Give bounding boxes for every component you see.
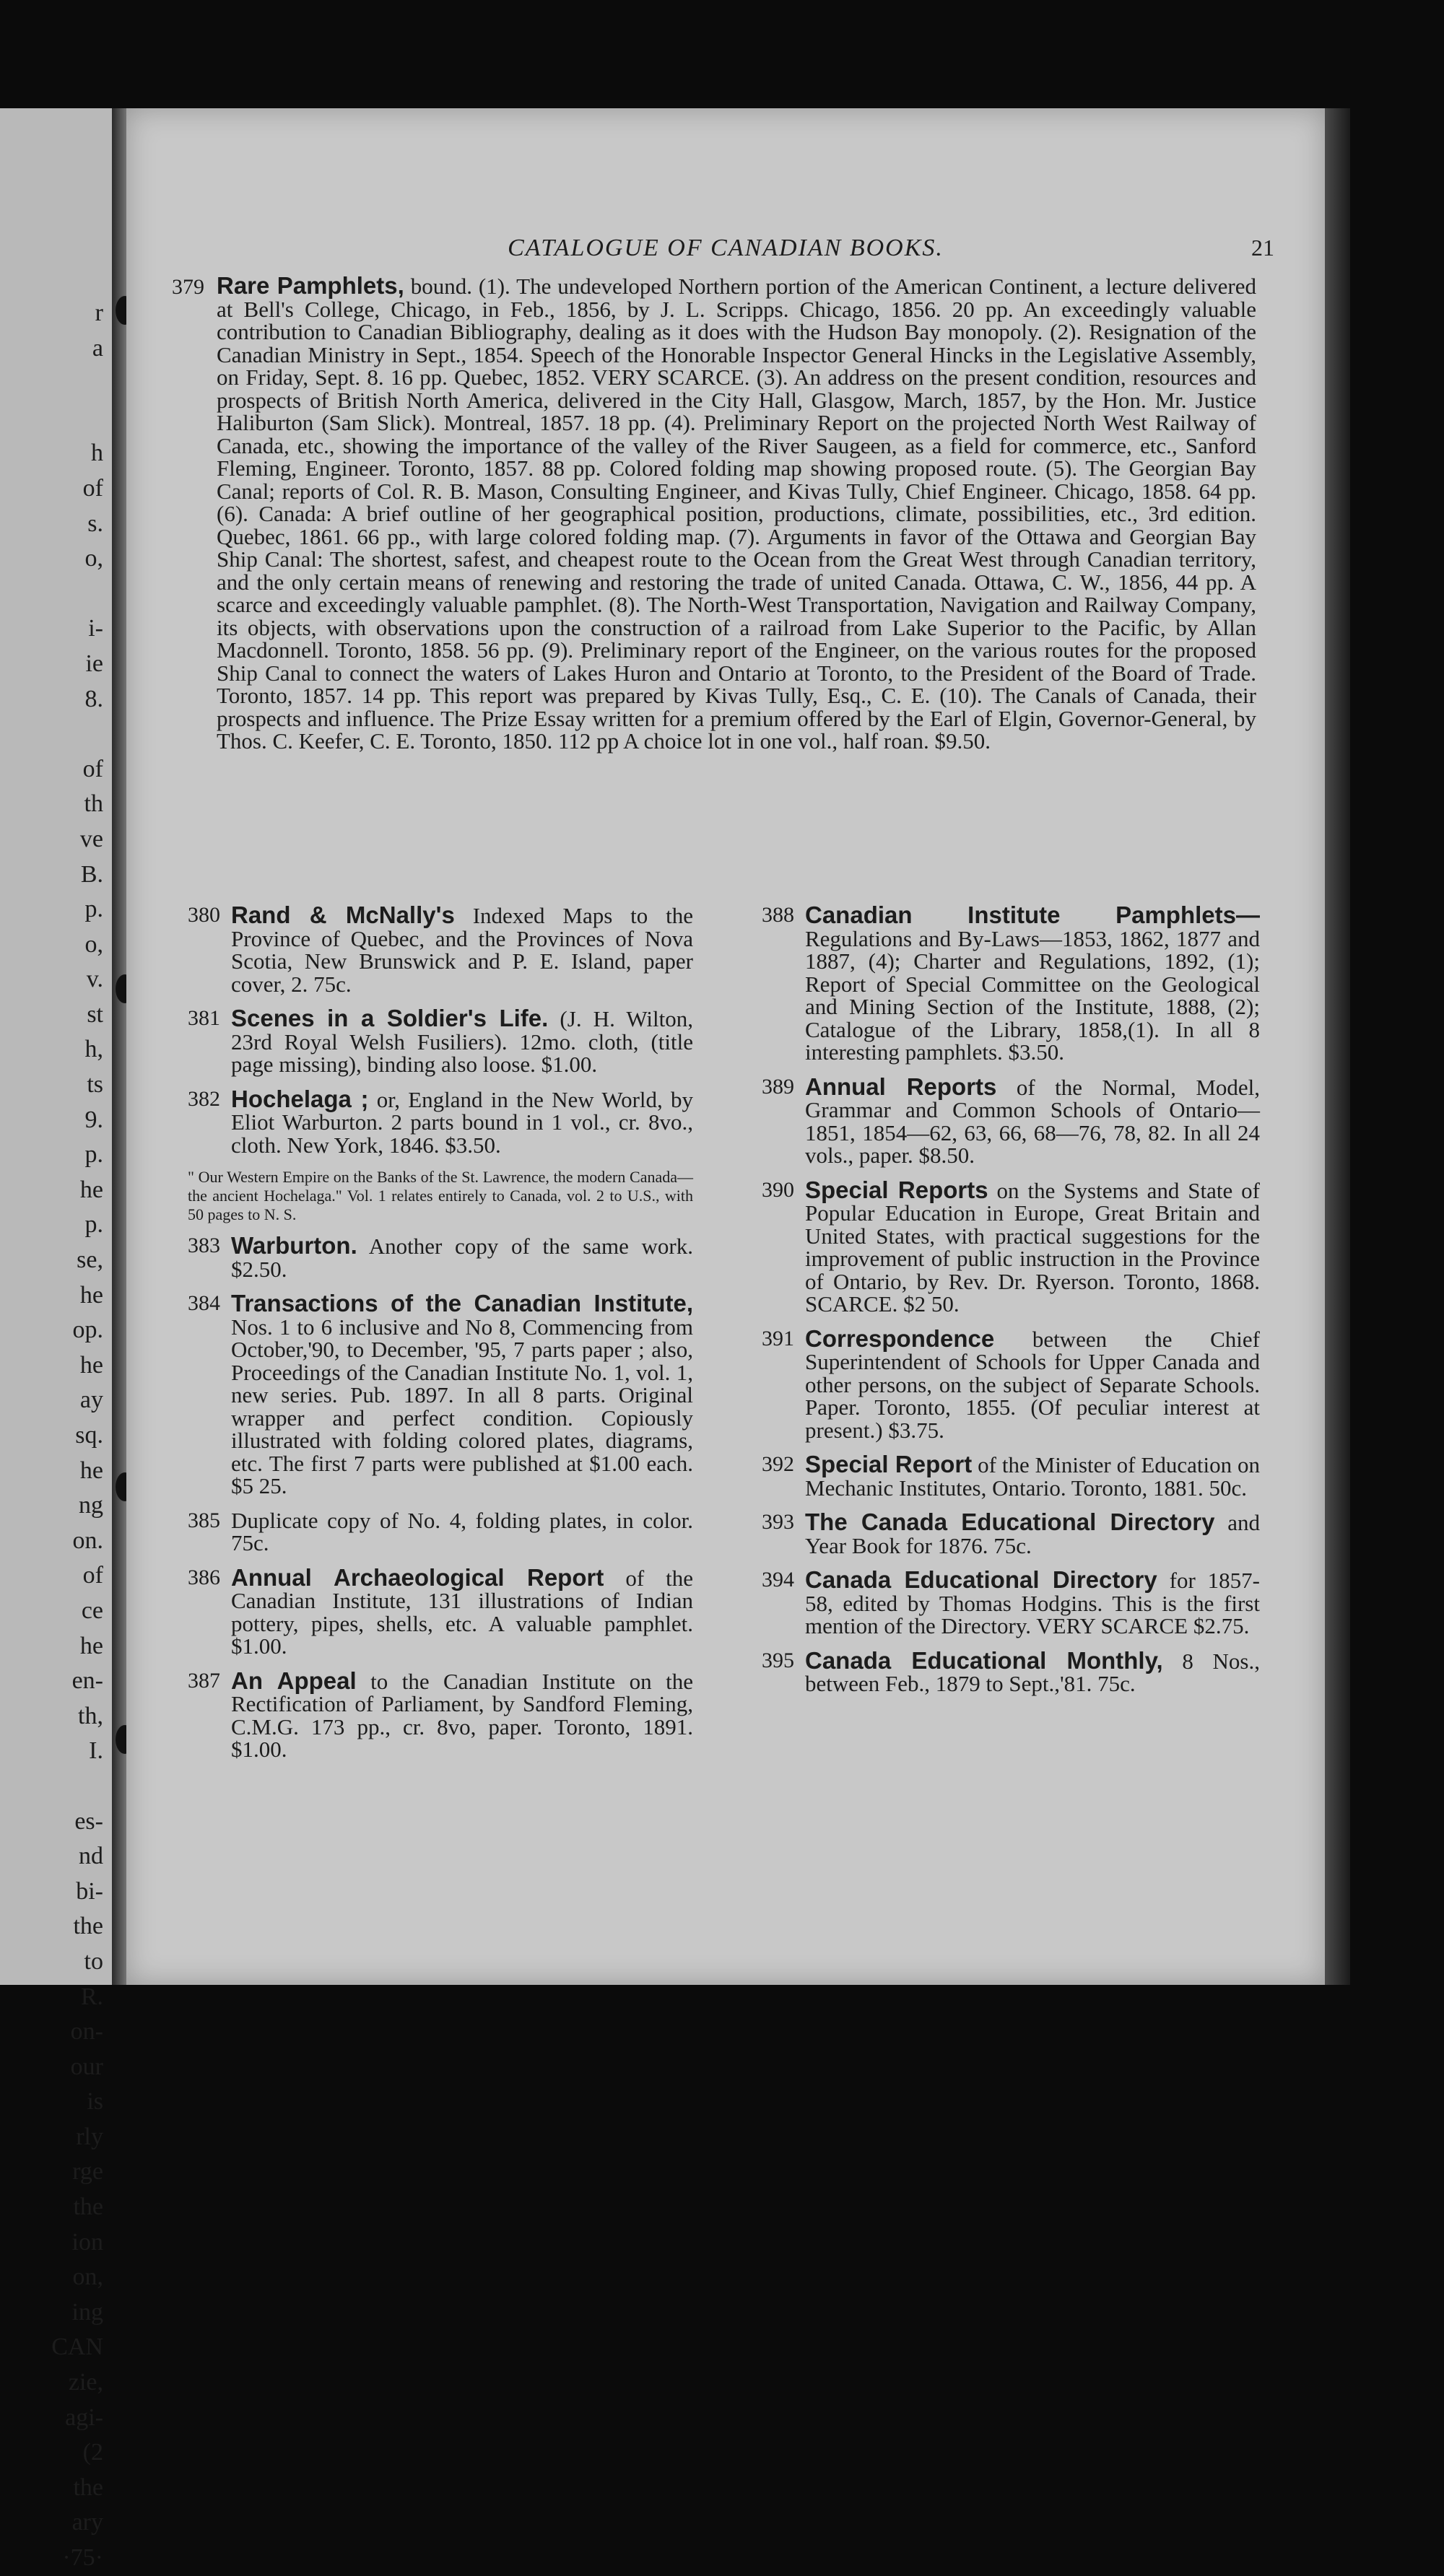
- entry-heading: Warburton.: [231, 1232, 357, 1259]
- entry-text: or, England in the New World, by Eliot Warburton. 2 parts bound in 1 vol., cr. 8vo., cloth. New York, 1846. $3.50.: [231, 1086, 693, 1158]
- entry-number: 384: [188, 1291, 220, 1315]
- entry-heading: Rand & McNally's: [231, 901, 455, 928]
- entry-heading: Special Report: [805, 1451, 973, 1477]
- entry-number: 386: [188, 1565, 220, 1589]
- adjacent-page-fragment: of: [82, 1562, 103, 1589]
- adjacent-page-fragment: on,: [72, 2263, 103, 2291]
- entry-text: Duplicate copy of No. 4, folding plates, in color. 75c.: [231, 1507, 693, 1555]
- entry-number: 393: [762, 1510, 794, 1534]
- adjacent-page-fragment: ay: [79, 1387, 103, 1414]
- adjacent-page-fragment: agi-: [65, 2403, 103, 2431]
- adjacent-page-fragment: ng: [79, 1492, 103, 1519]
- entry-number: 394: [762, 1568, 794, 1592]
- entry-text: of the Canadian Institute, 131 illustrations of Indian pottery, pipes, shells, etc. A valuable pamphlet. $1.00.: [231, 1565, 693, 1659]
- adjacent-page-fragment: i-: [88, 615, 103, 642]
- page-stack-edge: [1325, 108, 1350, 1985]
- page-number: 21: [1251, 235, 1274, 261]
- adjacent-page-fragment: h,: [84, 1036, 103, 1063]
- adjacent-page-fragment: sq.: [75, 1422, 103, 1449]
- adjacent-page-fragment: he: [79, 1351, 103, 1379]
- entry-text: of the Normal, Model, Grammar and Common Schools of Ontario—1851, 1854—62, 63, 66, 68—76, 78, 82. In all 24 vols., paper. $8.50.: [805, 1074, 1261, 1168]
- catalogue-entry-385: [188, 1509, 693, 1555]
- entry-number: 395: [762, 1648, 794, 1672]
- entry-number: 380: [188, 903, 220, 927]
- adjacent-page-fragment: s.: [87, 510, 103, 537]
- entry-heading: Correspondence: [805, 1324, 995, 1352]
- catalogue-entry-393: [762, 1511, 1260, 1557]
- adjacent-page-fragment: st: [87, 1000, 103, 1028]
- adjacent-page-fragment: he: [79, 1632, 103, 1659]
- entry-text: Regulations and By-Laws—1853, 1862, 1877 and 1887, (4); Charter and Regulations, 1892, (1); Report of Special Committee on the Geological and Mining Section of the Institute, 1888, (2); Catalogue of the Library, 1858,(1). In all 8 interesting pamphlets. $3.50.: [805, 925, 1260, 1065]
- adjacent-page-fragment: a: [92, 334, 103, 362]
- adjacent-page-fragment: the: [73, 1913, 103, 1940]
- entry-heading: Hochelaga ;: [231, 1085, 369, 1112]
- adjacent-page-text-fragments: [9, 296, 103, 2576]
- left-column: [188, 901, 694, 1773]
- entry-number: 381: [188, 1006, 220, 1030]
- entry-text: bound. (1). The undeveloped Northern portion of the American Continent, a lecture delivered at Bell's College, Chicago, in Feb., 1856, by J. L. Scripps. Chicago, 1856. 20 pp. An exceedingly valuable contribution to Canadian Bibliography, dealing as it does with the Hudson Bay monopoly. (2). Resignation of the Canadian Ministry in Sept., 1854. Speech of the Honorable Inspector General Hincks in the Legislative Assembly, on Friday, Sept. 8. 16 pp. Quebec, 1852. VERY SCARCE. (3). An address on the present condition, resources and prospects of British North America, delivered in the City Hall, Glasgow, March, 1857, by the Hon. Mr. Justice Haliburton (Sam Slick). Montreal, 1857. 18 pp. (4). Preliminary Report on the projected North West Railway of Canada, etc., showing the importance of the valley of the River Saugeen, as a field for commerce, etc., Sanford Fleming, Engineer. Toronto, 1857. 88 pp. Colored folding map showing proposed route. (5). The Georgian Bay Canal; reports of Col. R. B. Mason, Consulting Engineer, and Kivas Tully, Chief Engineer. Chicago, 1858. 64 pp. (6). Canada: A brief outline of her geographical position, productions, climate, possibilities, etc., 3rd edition. Quebec, 1861. 66 pp., with large colored folding map. (7). Arguments in favor of the Ottawa and Georgian Bay Ship Canal: The shortest, safest, and cheapest route to the Ocean from the Great West through Canadian territory, and the only certain means of renewing and restoring the trade of united Canada. Ottawa, C. W., 1856, 44 pp. A scarce and exceedingly valuable pamphlet. (8). The North-West Transportation, Navigation and Railway Company, its objects, with observations upon the construction of a railroad from Lake Superior to the Pacific, by Allan Macdonnell. Toronto, 1858. 56 pp. (9). Preliminary report of the Engineer, on the various routes for the proposed Ship Canal to connect the waters of Lakes Huron and Ontario at Toronto, to the President of the Board of Trade. Toronto, 1857. 14 pp. This report was prepared by Kivas Tully, Esq., C. E. (10). The Canals of Canada, their prospects and influence. The Prize Essay written for a premium offered by the Earl of Elgin, Governor-General, by Thos. C. Keefer, C. E. Toronto, 1850. 112 pp A choice lot in one vol., half roan. $9.50.: [217, 274, 1256, 754]
- entry-number: 390: [762, 1177, 794, 1202]
- catalogue-entry-392: [762, 1453, 1260, 1499]
- adjacent-page-fragment: the: [73, 2474, 103, 2501]
- adjacent-page-fragment: ie: [85, 650, 103, 677]
- adjacent-page-fragment: zie,: [68, 2369, 103, 2396]
- entry-text: Nos. 1 to 6 inclusive and No 8, Commencing from October,'90, to December, '95, 7 parts paper ; also, Proceedings of the Canadian Institute No. 1, vol. 1, new series. Pub. 1897. In all 8 parts. Original wrapper and perfect condition. Copiously illustrated with folding colored plates, diagrams, etc. The first 7 parts were published at $1.00 each. $5 25.: [231, 1314, 693, 1498]
- entry-heading: Transactions of the Canadian Institute,: [231, 1290, 693, 1317]
- catalogue-entry-389: [762, 1075, 1260, 1167]
- entry-number: 385: [188, 1508, 220, 1532]
- catalogue-entry-387: [188, 1669, 693, 1761]
- catalogue-entry-383: [188, 1234, 693, 1280]
- adjacent-page-fragment: of: [82, 755, 103, 782]
- entry-text: and Year Book for 1876. 75c.: [805, 1510, 1260, 1558]
- adjacent-page-fragment: he: [79, 1457, 103, 1484]
- adjacent-page-fragment: [9, 401, 103, 437]
- entry-note-382: " Our Western Empire on the Banks of the St. Lawrence, the modern Canada—the ancient Hochelaga." Vol. 1 relates entirely to Canada, vol. 2 to U.S., with 50 pages to N. S.: [188, 1168, 693, 1223]
- adjacent-page-fragment: to: [84, 1947, 103, 1975]
- catalogue-entry-379: [172, 272, 1256, 754]
- adjacent-page-fragment: th,: [78, 1702, 103, 1729]
- adjacent-page-fragment: rly: [76, 2123, 103, 2150]
- adjacent-page-fragment: 9.: [84, 1106, 103, 1133]
- catalogue-entry-382: [188, 1085, 693, 1158]
- catalogue-entry-388: [762, 901, 1260, 1065]
- adjacent-page-fragment: he: [79, 1176, 103, 1203]
- catalogue-entry-380: [188, 901, 694, 997]
- adjacent-page-fragment: se,: [77, 1246, 103, 1274]
- adjacent-page-fragment: p.: [84, 1211, 103, 1239]
- entry-heading: Canada Educational Directory: [805, 1566, 1157, 1593]
- adjacent-page-fragment: CAN: [51, 2333, 103, 2361]
- adjacent-page-fragment: en-: [71, 1667, 103, 1695]
- adjacent-page-fragment: p.: [84, 1141, 103, 1169]
- entry-text: between the Chief Superintendent of Schools for Upper Canada and other persons, on the subject of Separate Schools. Paper. Toronto, 1855. (Of peculiar interest at present.) $3.75.: [805, 1326, 1260, 1443]
- adjacent-page-fragment: ion: [71, 2228, 103, 2256]
- entry-text: (J. H. Wilton, 23rd Royal Welsh Fusiliers). 12mo. cloth, (title page missing), binding also loose. $1.00.: [231, 1006, 693, 1077]
- adjacent-page-fragment: [9, 1769, 103, 1804]
- entry-heading: The Canada Educational Directory: [805, 1509, 1215, 1535]
- page-header: [126, 235, 1325, 269]
- catalogue-entry-384: [188, 1292, 693, 1498]
- catalogue-entry-381: [188, 1007, 693, 1076]
- adjacent-page-fragment: bi-: [76, 1877, 103, 1905]
- adjacent-page-fragment: ts: [87, 1071, 103, 1099]
- adjacent-page-edge: [0, 108, 112, 2571]
- entry-text: for 1857-58, edited by Thomas Hodgins. This is the first mention of the Directory. VERY SCARCE $2.75.: [805, 1568, 1260, 1638]
- entry-number: 392: [762, 1452, 794, 1476]
- adjacent-page-fragment: on-: [70, 2018, 103, 2045]
- catalogue-page: [126, 108, 1325, 1985]
- adjacent-page-fragment: on.: [72, 1527, 103, 1554]
- entry-heading: Canadian Institute Pamphlets—: [805, 901, 1260, 928]
- entry-heading: Annual Archaeological Report: [231, 1563, 604, 1591]
- running-head: CATALOGUE OF CANADIAN BOOKS.: [508, 235, 944, 261]
- adjacent-page-fragment: es-: [74, 1807, 103, 1835]
- adjacent-page-fragment: is: [87, 2088, 103, 2116]
- adjacent-page-fragment: op.: [72, 1317, 103, 1344]
- adjacent-page-fragment: ary: [71, 2509, 103, 2536]
- entry-heading: An Appeal: [231, 1667, 357, 1694]
- adjacent-page-fragment: th: [84, 790, 103, 818]
- right-column: [762, 901, 1261, 1707]
- entry-number: 388: [762, 903, 794, 927]
- entry-text: of the Minister of Education on Mechanic Institutes, Ontario. Toronto, 1881. 50c.: [805, 1452, 1260, 1501]
- catalogue-entry-395: [762, 1646, 1260, 1696]
- entry-text: 8 Nos., between Feb., 1879 to Sept.,'81. 75c.: [805, 1648, 1260, 1696]
- adjacent-page-fragment: of: [82, 474, 103, 502]
- adjacent-page-fragment: p.: [84, 896, 103, 923]
- adjacent-page-fragment: the: [73, 2193, 103, 2221]
- adjacent-page-fragment: rge: [72, 2158, 103, 2186]
- adjacent-page-fragment: o,: [84, 930, 103, 958]
- entry-number: 391: [762, 1326, 794, 1350]
- adjacent-page-fragment: ·75·: [62, 2544, 103, 2571]
- adjacent-page-fragment: B.: [80, 860, 103, 888]
- entry-number: 383: [188, 1234, 220, 1257]
- entry-number: 387: [188, 1668, 220, 1693]
- adjacent-page-fragment: [9, 717, 103, 752]
- entry-heading: Annual Reports: [805, 1073, 997, 1100]
- entry-text: Another copy of the same work. $2.50.: [231, 1234, 693, 1282]
- adjacent-page-fragment: o,: [84, 545, 103, 572]
- adjacent-page-fragment: our: [70, 2053, 103, 2080]
- entry-heading: Special Reports: [805, 1176, 988, 1203]
- catalogue-entry-394: [762, 1568, 1260, 1638]
- adjacent-page-fragment: r: [95, 300, 103, 326]
- catalogue-entry-390: [762, 1176, 1261, 1317]
- adjacent-page-fragment: ing: [71, 2298, 103, 2326]
- adjacent-page-fragment: he: [79, 1281, 103, 1309]
- entry-heading: Scenes in a Soldier's Life.: [231, 1005, 549, 1031]
- adjacent-page-fragment: ce: [81, 1597, 103, 1624]
- entry-number: 389: [762, 1074, 794, 1099]
- adjacent-page-fragment: 8.: [84, 685, 103, 712]
- entry-text: to the Canadian Institute on the Rectification of Parliament, by Sandford Fleming, C.M.G. 173 pp., cr. 8vo, paper. Toronto, 1891. $1.00.: [231, 1668, 693, 1762]
- adjacent-page-fragment: I.: [89, 1737, 103, 1765]
- adjacent-page-fragment: v.: [86, 966, 103, 993]
- adjacent-page-fragment: (2: [82, 2439, 103, 2466]
- adjacent-page-fragment: [9, 577, 103, 612]
- catalogue-entry-386: [188, 1563, 693, 1659]
- adjacent-page-fragment: h: [91, 440, 103, 467]
- entry-heading: Rare Pamphlets,: [217, 272, 404, 299]
- adjacent-page-fragment: nd: [79, 1843, 103, 1870]
- entry-heading: Canada Educational Monthly,: [805, 1646, 1163, 1674]
- adjacent-page-fragment: [9, 366, 103, 401]
- entry-number: 382: [188, 1086, 220, 1111]
- catalogue-entry-391: [762, 1324, 1260, 1443]
- book-gutter: [112, 108, 128, 1985]
- adjacent-page-fragment: R.: [80, 1983, 103, 2010]
- adjacent-page-fragment: ve: [79, 825, 103, 852]
- entry-text: on the Systems and State of Popular Education in Europe, Great Britain and United States, with practical suggestions for the improvement of public instruction in the Province of Ontario, by Rev. Dr. Ryerson. Toronto, 1868. SCARCE. $2 50.: [805, 1177, 1261, 1317]
- entry-text: Indexed Maps to the Province of Quebec, and the Provinces of Nova Scotia, New Brunswick and P. E. Island, paper cover, 2. 75c.: [231, 903, 694, 997]
- entry-number: 379: [172, 275, 204, 299]
